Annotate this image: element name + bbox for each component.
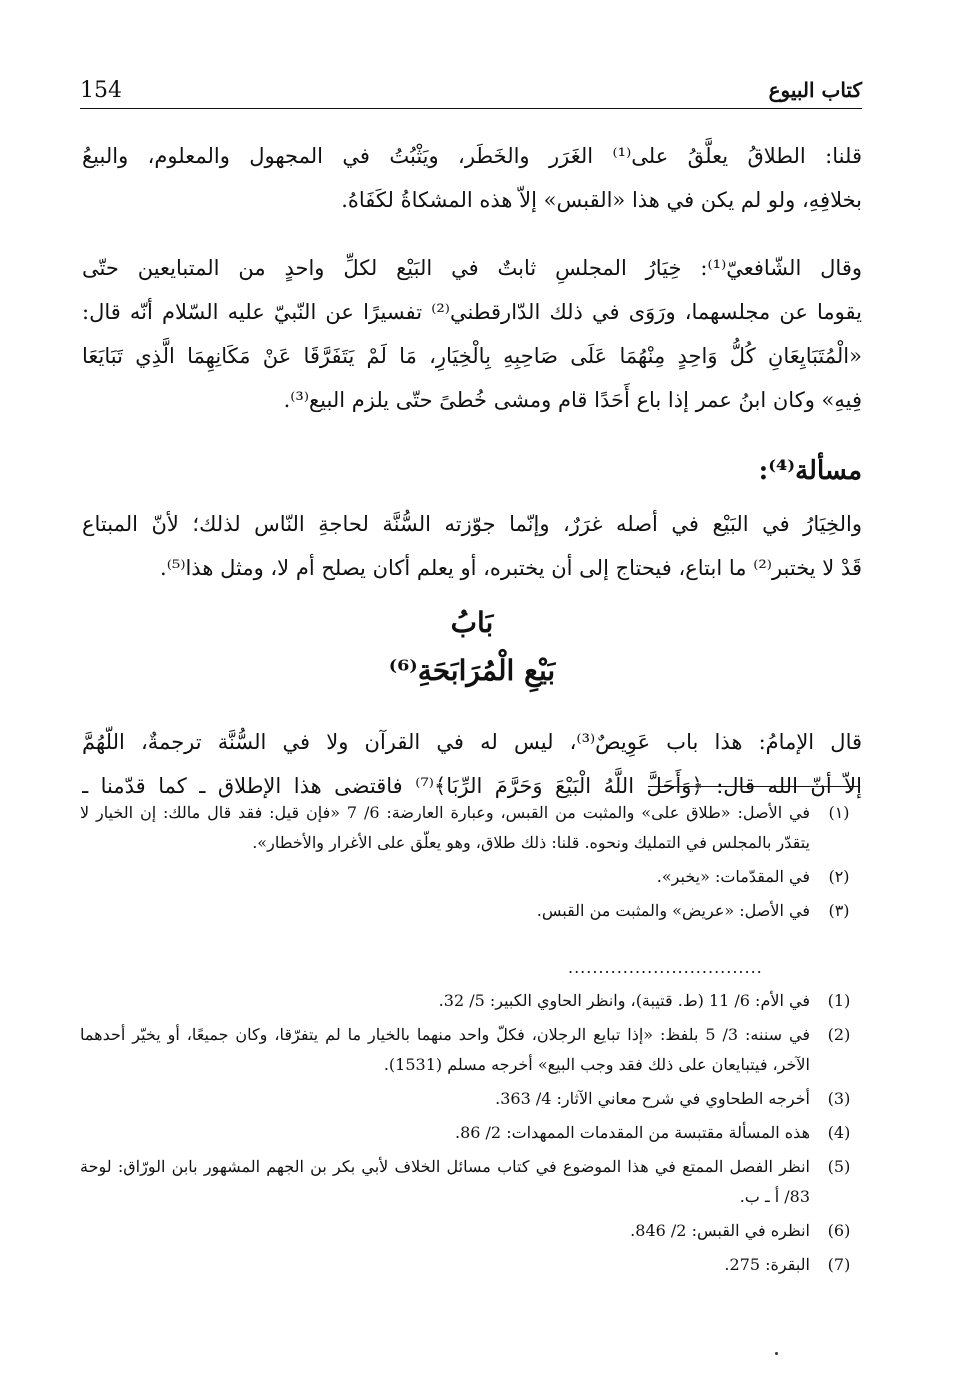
source-footnotes (80, 986, 862, 1284)
footnote (80, 798, 862, 858)
text-line: قَدْ لا يختبر⁽²⁾ ما ابتاع، فيحتاج إلى أن يختبره، أو يعلم أكان يصلح أم لا، ومثل هذا⁽⁵⁾. (160, 556, 862, 580)
footnote (80, 1084, 862, 1114)
text-line: وقال الشّافعيّ⁽¹⁾: خِيَارُ المجلسِ ثابتٌ في البَيْع لكلِّ واحدٍ من المتبايعين حتّى (82, 256, 862, 280)
main-text (82, 134, 862, 808)
footnote-number: (2) (827, 1025, 851, 1044)
footnote (80, 896, 862, 926)
footnote (80, 1216, 862, 1246)
footnote-number: (5) (827, 1157, 851, 1176)
footnote-text: انظر الفصل الممتع في هذا الموضوع في كتاب مسائل الخلاف لأبي بكر بن الجهم المشهور بابن الورّاق: لوحة 83/ أ ـ ب. (80, 1157, 810, 1206)
footnote-number: (٢) (828, 867, 850, 886)
footnote-number: (4) (827, 1123, 851, 1142)
footnote-text: في المقدّمات: «يخبر». (656, 867, 810, 886)
footnote-number: (1) (827, 991, 851, 1010)
footnote-number: (١) (828, 803, 850, 822)
text-line: والخِيَارُ في البَيْع في أصله غرَرٌ، وإنّما جوّزته السُّنَّة لحاجةِ النّاس لذلك؛ لأنّ المبتاع (82, 512, 862, 536)
text-line: قال الإمامُ: هذا باب عَوِيصٌ⁽³⁾، ليس له في القرآن ولا في السُّنَّة ترجمةٌ، اللّهُمَّ (82, 730, 862, 754)
footnote-number: (7) (827, 1255, 851, 1274)
paragraph-2 (82, 246, 862, 422)
footnote-separator: ................................ (568, 958, 763, 977)
footnote-text: في الأم: 6/ 11 (ط. قتيبة)، وانظر الحاوي الكبير: 5/ 32. (438, 991, 810, 1010)
page-number: 154 (80, 78, 122, 103)
footnote-number: (٣) (828, 901, 850, 920)
footnote-text: أخرجه الطحاوي في شرح معاني الآثار: 4/ 363. (495, 1089, 810, 1108)
text-line: يقوما عن مجلسهما، ورَوَى في ذلك الدّارقطني⁽²⁾ تفسيرًا عن النّبيّ عليه السّلام أنّه قال: (82, 300, 862, 324)
running-title: كتاب البيوع (768, 78, 862, 102)
footnote-text: في الأصل: «طلاق على» والمثبت من القبس، وعبارة العارضة: 6/ 7 «فإن قيل: فقد قال مالك: إن الخيار لا يتقدّر بالمجلس في التمليك ونحوه. قلنا: ذلك طلاق، وهو يعلّق على الأغرار والأخطار». (80, 803, 810, 852)
footnote-text: في سننه: 3/ 5 بلفظ: «إذا تبايع الرجلان، فكلّ واحد منهما بالخيار ما لم يتفرّقا، وكان جميعًا، أو يخيّر أحدهما الآخر، فيتبايعان على ذلك فقد وجب البيع» أخرجه مسلم (1531). (80, 1025, 811, 1074)
footnote (80, 862, 862, 892)
paragraph-3 (82, 502, 862, 590)
footnote (80, 1020, 862, 1080)
text-line: قلنا: الطلاقُ يعلَّقُ على⁽¹⁾ الغَرَر والخَطَر، ويَثْبُتُ في المجهول والمعلوم، والبيعُ (82, 144, 862, 168)
footnote-text: هذه المسألة مقتبسة من المقدمات الممهدات: 2/ 86. (454, 1123, 810, 1142)
footnote-number: (3) (827, 1089, 851, 1108)
text-line: فِيهِ» وكان ابنُ عمر إذا باع أَحَدًا قام ومشى خُطىً حتّى يلزم البيع⁽³⁾. (283, 388, 862, 412)
page-header (80, 74, 862, 108)
editor-footnotes (80, 798, 862, 930)
footnote-rule (648, 786, 860, 787)
footnote-text: البقرة: 275. (724, 1255, 810, 1274)
chapter-title: بَابُ (450, 606, 494, 639)
footnote (80, 986, 862, 1016)
masala-heading: مسألة⁽⁴⁾: (758, 456, 862, 486)
paragraph-4 (82, 720, 862, 808)
footnote-text: في الأصل: «عريض» والمثبت من القبس. (536, 901, 810, 920)
footnote (80, 1118, 862, 1148)
footnote (80, 1152, 862, 1212)
print-speck (775, 1352, 778, 1355)
header-rule (80, 108, 862, 109)
footnote (80, 1250, 862, 1280)
text-line: «الْمُتَبَايِعَانِ كُلُّ وَاحِدٍ مِنْهُمَا عَلَى صَاحِبِهِ بِالْخِيَارِ، مَا لَمْ يَتَفَرَّقَا عَنْ مَكَانِهِمَا الَّذِي تَبَايَعَا (82, 344, 862, 368)
text-line: إلاّ أنّ الله قال: ﴿وَأَحَلَّ اللَّهُ الْبَيْعَ وَحَرَّمَ الرِّبَا﴾⁽⁷⁾ فاقتضى هذا الإطلاق ـ كما قدّمنا ـ (82, 774, 862, 798)
paragraph-1 (82, 134, 862, 222)
footnote-text: انظره في القبس: 2/ 846. (630, 1221, 810, 1240)
footnote-number: (6) (827, 1221, 851, 1240)
chapter-subtitle: بَيْعِ الْمُرَابَحَةِ⁽⁶⁾ (388, 654, 556, 687)
text-line: بخلافِهِ، ولو لم يكن في هذا «القبس» إلاّ هذه المشكاةُ لكَفَاهُ. (341, 188, 862, 212)
